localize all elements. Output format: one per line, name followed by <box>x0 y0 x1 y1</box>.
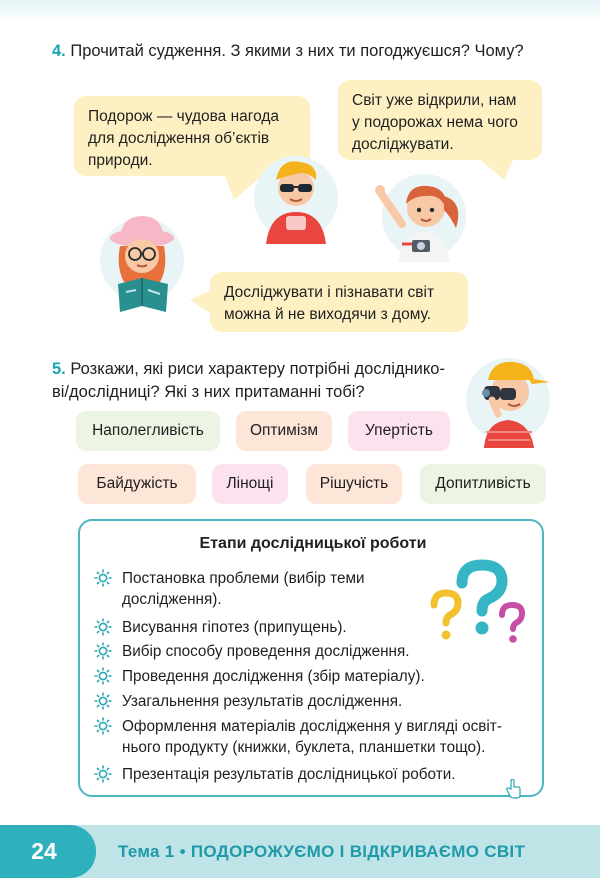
task-4-prompt <box>52 40 562 63</box>
stage-item <box>94 691 514 712</box>
page-number: 24 <box>31 838 57 864</box>
stage-item <box>94 764 514 785</box>
stage-text: Оформлення матеріалів дослідження у вигляді освітнього продукту (книжки, буклета, планшетки тощо). <box>122 718 502 756</box>
stage-text: Висування гіпотез (припущень). <box>122 619 347 636</box>
task-5-text: Розкажи, які риси характеру потрібні дослідникові/дослідниці? Які з них притаманні тобі? <box>52 360 445 401</box>
speech-bubble-3-text: Досліджувати і пізнавати світ можна й не виходячи з дому. <box>224 284 435 323</box>
trait-chip: Оптимізм <box>236 411 332 451</box>
stage-item <box>94 716 524 758</box>
speech-bubble-1-text: Подорож — чудова нагода для дослідження об’єктів природи. <box>88 108 280 169</box>
trait-chip: Рішучість <box>306 464 402 504</box>
speech-bubble-2 <box>338 80 542 160</box>
trait-chip: Допитливість <box>420 464 546 504</box>
stage-text: Презентація результатів дослідницької роботи. <box>122 766 456 783</box>
stage-text: Вибір способу проведення дослідження. <box>122 643 410 660</box>
girl-pointing-illustration <box>372 166 472 262</box>
stage-text: Проведення дослідження (збір матеріалу). <box>122 668 425 685</box>
page-footer <box>0 825 600 878</box>
trait-chip: Наполегливість <box>76 411 220 451</box>
stage-item <box>94 666 514 687</box>
sun-bullet-icon <box>94 569 112 587</box>
task-5-prompt <box>52 358 452 404</box>
pointing-hand-icon <box>504 779 522 799</box>
speech-bubble-tail <box>478 158 514 180</box>
boy-sunglasses-illustration <box>252 150 340 244</box>
task-4-text: Прочитай судження. З якими з них ти погоджуєшся? Чому? <box>70 42 524 60</box>
sun-bullet-icon <box>94 618 112 636</box>
boy-binoculars-illustration <box>462 352 554 448</box>
research-stages-title: Етапи дослідницької роботи <box>199 535 427 552</box>
speech-bubble-tail <box>190 290 212 314</box>
trait-chip: Лінощі <box>212 464 288 504</box>
sun-bullet-icon <box>94 765 112 783</box>
top-strip <box>0 0 600 22</box>
question-marks-icon <box>426 553 530 649</box>
task-5-number: 5. <box>52 360 66 378</box>
girl-map-illustration <box>96 212 186 312</box>
stage-text: Узагальнення результатів дослідження. <box>122 693 403 710</box>
stage-text: Постановка проблеми (вибір теми дослідження). <box>122 570 365 608</box>
page-number-tab <box>0 825 96 878</box>
sun-bullet-icon <box>94 667 112 685</box>
sun-bullet-icon <box>94 692 112 710</box>
sun-bullet-icon <box>94 717 112 735</box>
trait-chip: Байдужість <box>78 464 196 504</box>
speech-bubble-2-text: Світ уже відкрили, нам у подорожах нема чого досліджувати. <box>352 92 518 153</box>
trait-chip: Упертість <box>348 411 450 451</box>
stage-item <box>94 568 394 610</box>
task-4-number: 4. <box>52 42 66 60</box>
research-stages-box <box>78 519 544 797</box>
speech-bubble-3 <box>210 272 468 332</box>
footer-theme-title: Тема 1 • ПОДОРОЖУЄМО І ВІДКРИВАЄМО СВІТ <box>118 842 526 861</box>
sun-bullet-icon <box>94 642 112 660</box>
